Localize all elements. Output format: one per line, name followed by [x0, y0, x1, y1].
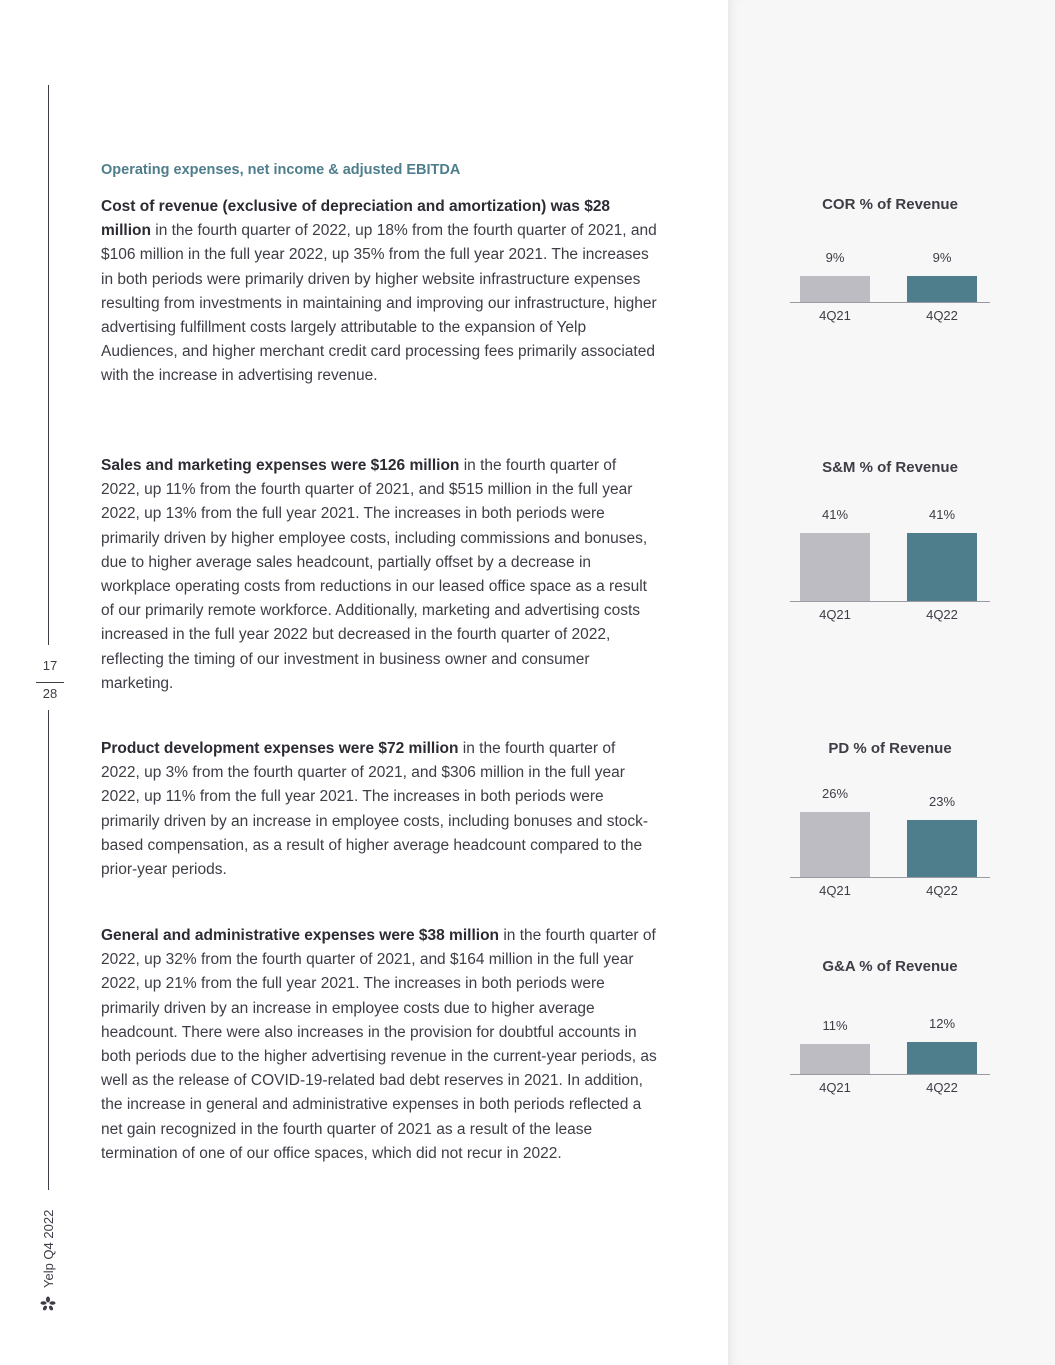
paragraph-cost-of-revenue-lead: Cost of revenue (exclusive of depreciation and amortization) was $28 million: [101, 198, 611, 240]
paragraph-cost-of-revenue-body: in the fourth quarter of 2022, up 18% from the fourth quarter of 2021, and $106 million in the full year 2022, up 35% from the full year 2021. The increases in both periods were primarily driven by higher website infrastructure expenses resulting from investments in maintaining and improving our infrastructure, higher advertising fulfillment costs largely attributable to the expansion of Yelp Audiences, and higher merchant credit card processing fees primarily associated with the increase in advertising revenue.: [101, 222, 657, 385]
bar-4q22: [907, 533, 977, 601]
chart-baseline: [790, 877, 990, 878]
chart-title: COR % of Revenue: [822, 196, 958, 213]
page-total: 28: [42, 686, 58, 701]
chart-pd: [790, 738, 990, 908]
category-label: 4Q22: [926, 1080, 958, 1095]
chart-baseline: [790, 302, 990, 303]
paragraph-sales-marketing: [101, 454, 657, 696]
chart-baseline: [790, 1074, 990, 1075]
chart-baseline: [790, 601, 990, 602]
category-label: 4Q21: [819, 607, 851, 622]
footer-brand: [40, 1210, 56, 1312]
category-label: 4Q22: [926, 308, 958, 323]
paragraph-sales-marketing-lead: Sales and marketing expenses were $126 million: [101, 457, 460, 474]
data-label: 23%: [928, 793, 956, 809]
paragraph-product-development-body: in the fourth quarter of 2022, up 3% from the fourth quarter of 2021, and $306 million in the full year 2022, up 11% from the full year 2021. The increases in both periods were primarily driven by an increase in employee costs, including bonuses and stock-based compensation, as a result of higher average headcount compared to the prior-year periods.: [101, 740, 649, 879]
footer-brand-text: Yelp Q4 2022: [40, 1209, 56, 1288]
rail-line-bottom: [48, 710, 49, 1190]
paragraph-product-development-lead: Product development expenses were $72 million: [101, 740, 459, 757]
data-label: 9%: [932, 249, 952, 265]
page-current: 17: [42, 658, 58, 673]
chart-title: S&M % of Revenue: [822, 459, 958, 476]
chart-cor: [790, 194, 990, 334]
page-divider: [36, 682, 64, 683]
bar-4q21: [800, 276, 870, 302]
category-label: 4Q22: [926, 883, 958, 898]
bar-4q22: [907, 276, 977, 302]
bar-4q21: [800, 1044, 870, 1074]
paragraph-sales-marketing-body: in the fourth quarter of 2022, up 11% from the fourth quarter of 2021, and $515 million in the full year 2022, up 13% from the full year 2021. The increases in both periods were primarily driven by higher employee costs, including commissions and bonuses, due to higher average sales headcount, partially offset by a decrease in workplace operating costs from reductions in our leased office space as a result of our primarily remote workforce. Additionally, marketing and advertising costs increased in the full year 2022 but decreased in the fourth quarter of 2022, reflecting the timing of our investment in business owner and consumer marketing.: [101, 457, 648, 692]
data-label: 26%: [821, 786, 849, 801]
category-label: 4Q21: [819, 308, 851, 323]
data-label: 12%: [928, 1015, 956, 1031]
paragraph-cost-of-revenue: [101, 195, 657, 389]
rail-line-top: [48, 85, 49, 645]
bar-4q22: [907, 820, 977, 878]
category-label: 4Q21: [819, 883, 851, 898]
paragraph-product-development: [101, 737, 657, 882]
yelp-burst-icon: [40, 1296, 56, 1312]
bar-4q21: [800, 533, 870, 601]
data-label: 41%: [928, 507, 956, 523]
chart-title: G&A % of Revenue: [822, 958, 958, 975]
paragraph-general-admin: [101, 924, 657, 1166]
chart-title: PD % of Revenue: [828, 740, 952, 757]
section-title: Operating expenses, net income & adjusted EBITDA: [101, 162, 461, 178]
data-label: 11%: [822, 1018, 848, 1034]
chart-ga: [790, 956, 990, 1106]
data-label: 41%: [821, 507, 849, 523]
bar-4q22: [907, 1042, 977, 1074]
category-label: 4Q21: [819, 1080, 851, 1095]
paragraph-general-admin-body: in the fourth quarter of 2022, up 32% from the fourth quarter of 2021, and $164 million in the full year 2022, up 21% from the full year 2021. The increases in both periods were primarily driven by an increase in employee costs due to higher average headcount. There were also increases in the provision for doubtful accounts in both periods due to the higher advertising revenue in the current-year periods, as well as the release of COVID-19-related bad debt reserves in 2021. In addition, the increase in general and administrative expenses in both periods reflected a net gain recognized in the fourth quarter of 2021 as a result of the lease termination of one of our office spaces, which did not recur in 2022.: [101, 927, 657, 1162]
category-label: 4Q22: [926, 607, 958, 622]
data-label: 9%: [825, 249, 845, 265]
paragraph-general-admin-lead: General and administrative expenses were $38 million: [101, 927, 500, 944]
bar-4q21: [800, 812, 870, 877]
chart-sm: [790, 457, 990, 637]
